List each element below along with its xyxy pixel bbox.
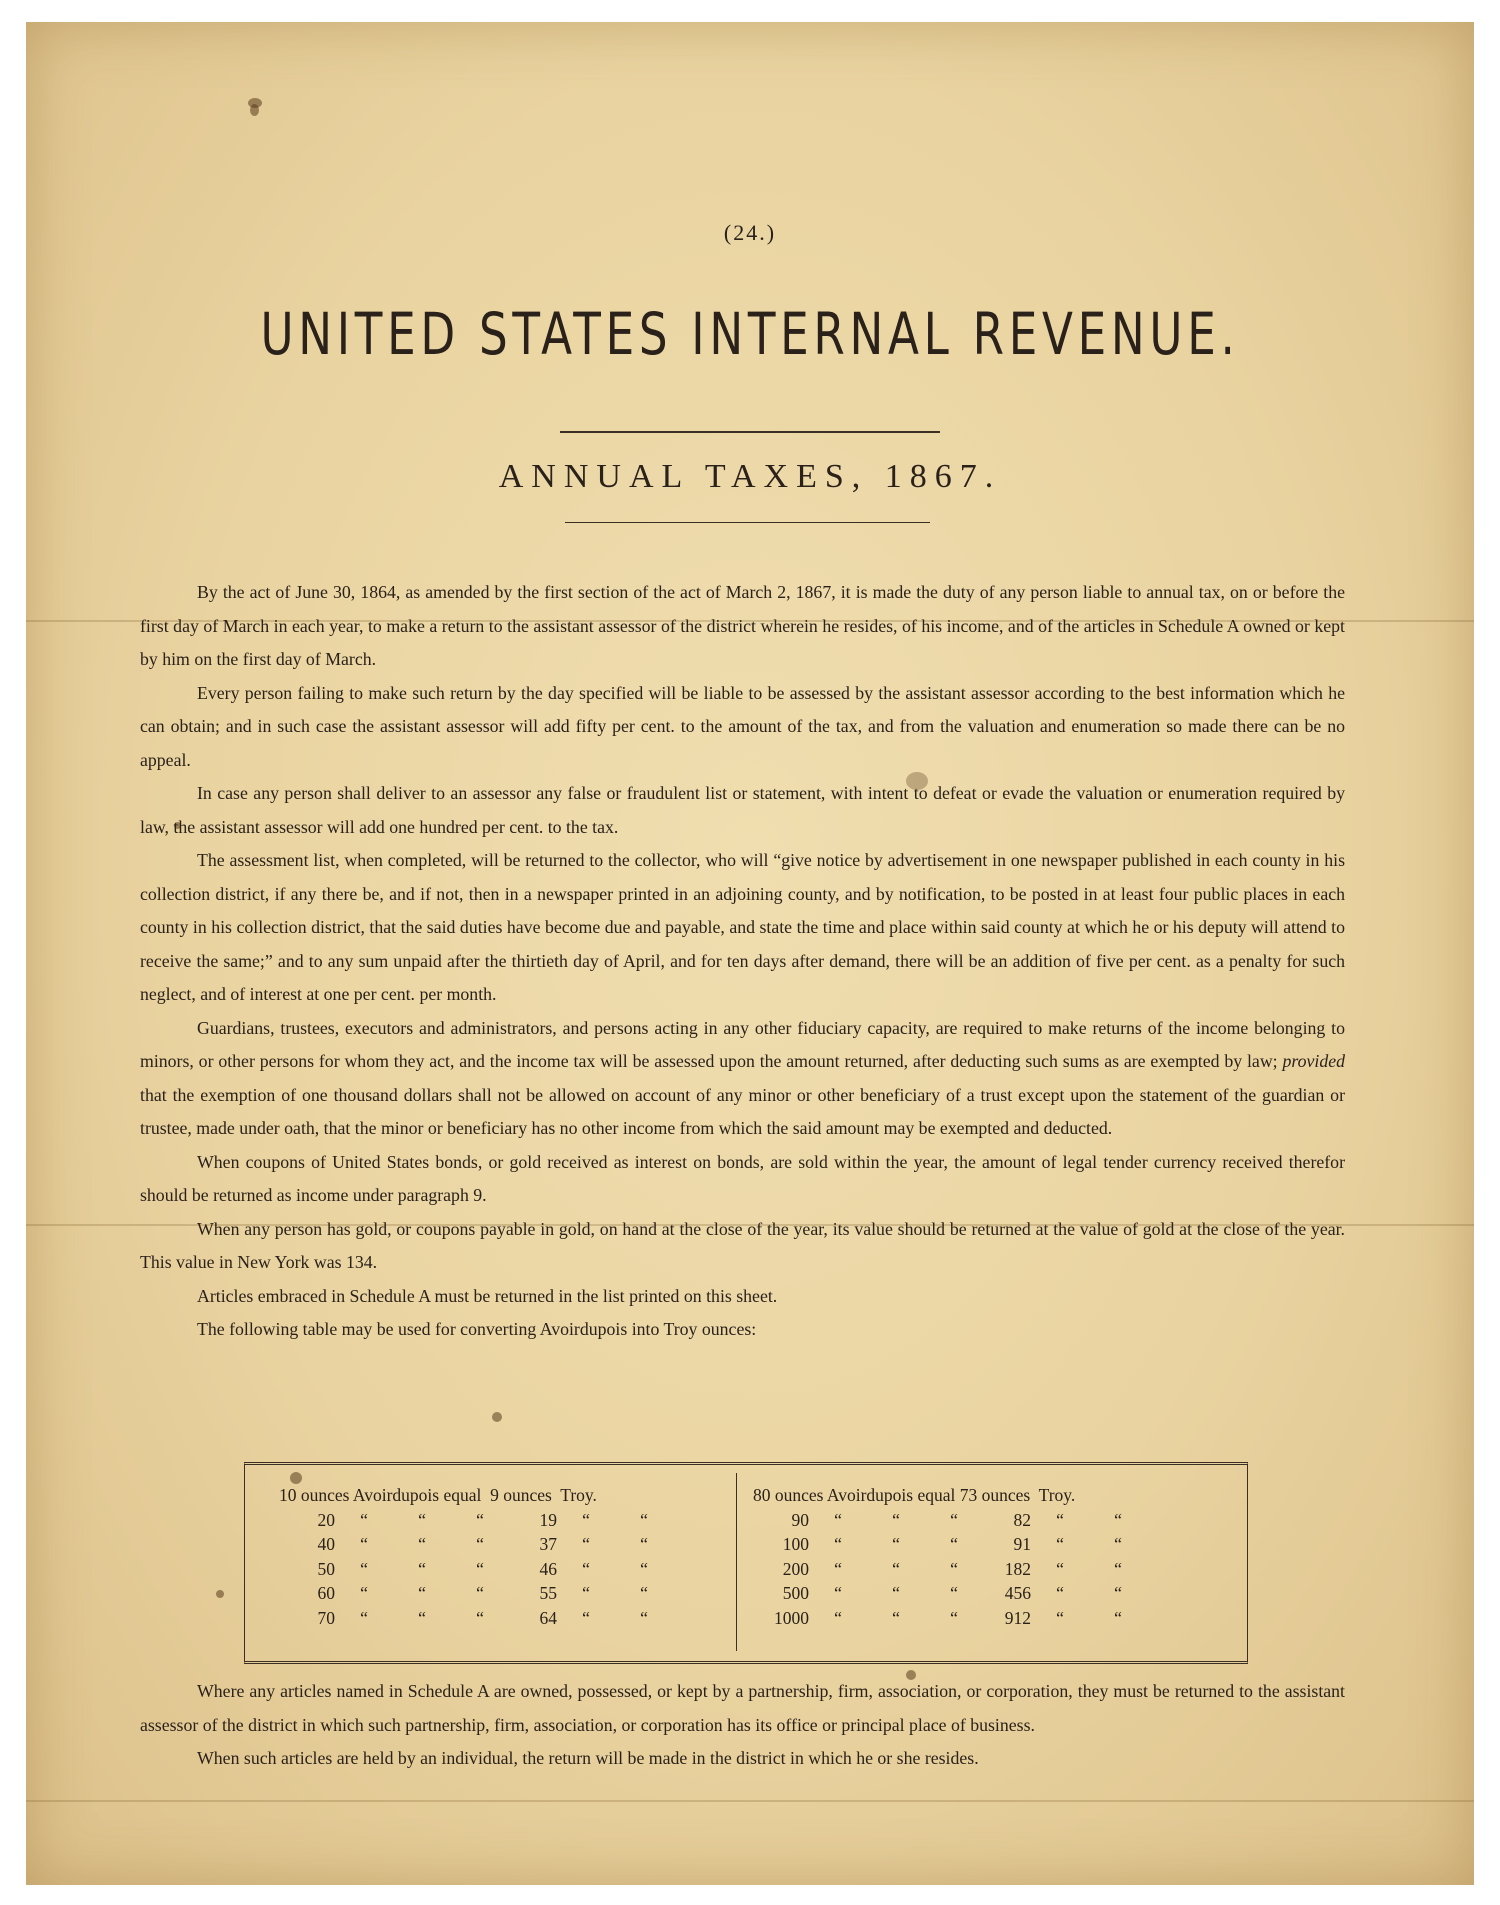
table-row (279, 1606, 673, 1631)
table-row (753, 1557, 1147, 1582)
table-right-column (753, 1483, 1147, 1630)
ditto-mark: “ (640, 1583, 648, 1603)
ditto-mark: “ (418, 1607, 426, 1628)
subtitle-rule (565, 522, 930, 523)
ditto-mark: “ (1056, 1534, 1064, 1554)
ditto-mark: “ (950, 1583, 958, 1603)
paragraph-assessment-list: The assessment list, when completed, will be returned to the collector, who will “give notice by advertisement in one newspaper published in each county in his collection district, if any there be, and if not, then in a newspaper printed in an adjoining county, and by notification, to be posted in at least four public places in each county in his collection district, that the said duties have become due and payable, and state the time and place within said county at which he or his deputy will attend to receive the same;” and to any sum unpaid after the thirtieth day of April, and for ten days after demand, there will be an addition of five per cent. as a penalty for such neglect, and of interest at one per cent. per month. (140, 850, 1345, 1004)
ditto-mark: “ (640, 1558, 648, 1579)
ditto-mark: “ (892, 1509, 900, 1530)
ditto-mark: “ (640, 1534, 648, 1554)
ditto-mark: “ (1114, 1607, 1122, 1628)
troy-value: 912 (1004, 1607, 1031, 1628)
paragraph-act-1864: By the act of June 30, 1864, as amended by the first section of the act of March 2, 1867, it is made the duty of any person liable to annual tax, on or before the first day of March in each year, to make a return to the assistant assessor of the district wherein he resides, of his income, and of the articles in Schedule A owned or kept by him on the first day of March. (140, 582, 1345, 669)
avoirdupois-value: 20 (317, 1509, 335, 1530)
ditto-mark: “ (582, 1558, 590, 1579)
ditto-mark: “ (582, 1534, 590, 1554)
guardians-text-italic: provided (1282, 1051, 1345, 1071)
ditto-mark: “ (476, 1534, 484, 1554)
ditto-mark: “ (418, 1509, 426, 1530)
table-row (753, 1606, 1147, 1631)
paragraph-table-intro: The following table may be used for converting Avoirdupois into Troy ounces: (197, 1319, 757, 1339)
troy-value: 19 (539, 1509, 557, 1530)
paragraph-partnership: Where any articles named in Schedule A are owned, possessed, or kept by a partnership, firm, association, or corporation, they must be returned to the assistant assessor of the district in which such partnership, firm, association, or corporation has its office or principal place of business. (140, 1681, 1345, 1735)
ditto-mark: “ (892, 1583, 900, 1603)
ditto-mark: “ (418, 1534, 426, 1554)
table-row (753, 1581, 1147, 1606)
ditto-mark: “ (582, 1583, 590, 1603)
ditto-mark: “ (892, 1558, 900, 1579)
ditto-mark: “ (950, 1558, 958, 1579)
troy-value: 182 (1004, 1558, 1031, 1579)
table-row (279, 1508, 673, 1533)
ditto-mark: “ (834, 1534, 842, 1554)
stain-spot (492, 1412, 502, 1422)
fold-crease (26, 1800, 1474, 1802)
ditto-mark: “ (360, 1558, 368, 1579)
ditto-mark: “ (834, 1583, 842, 1603)
ditto-mark: “ (582, 1607, 590, 1628)
ditto-mark: “ (1114, 1509, 1122, 1530)
paragraph-individual: When such articles are held by an individual, the return will be made in the district in which he or she resides. (197, 1748, 979, 1768)
ditto-mark: “ (1056, 1509, 1064, 1530)
ditto-mark: “ (892, 1607, 900, 1628)
ditto-mark: “ (834, 1509, 842, 1530)
table-row (753, 1508, 1147, 1533)
page-number: (24.) (723, 220, 777, 245)
avoirdupois-value: 200 (782, 1558, 809, 1579)
table-row (753, 1532, 1147, 1557)
lower-text (140, 1675, 1345, 1776)
ditto-mark: “ (1056, 1583, 1064, 1603)
stain-spot (216, 1590, 224, 1598)
ditto-mark: “ (1114, 1534, 1122, 1554)
ditto-mark: “ (476, 1558, 484, 1579)
page-subtitle: ANNUAL TAXES, 1867. (498, 458, 1002, 495)
table-divider (736, 1473, 737, 1651)
avoirdupois-value: 1000 (774, 1607, 809, 1628)
paragraph-coupons: When coupons of United States bonds, or gold received as interest on bonds, are sold within the year, the amount of legal tender currency received therefor should be returned as income under paragraph 9. (140, 1151, 1345, 1205)
avoirdupois-value: 70 (317, 1607, 335, 1628)
table-row (279, 1581, 673, 1606)
ditto-mark: “ (950, 1607, 958, 1628)
stain-spot (248, 98, 262, 108)
ditto-mark: “ (950, 1509, 958, 1530)
ditto-mark: “ (834, 1558, 842, 1579)
avoirdupois-value: 60 (317, 1583, 335, 1603)
avoirdupois-value: 40 (317, 1534, 335, 1554)
ditto-mark: “ (360, 1509, 368, 1530)
title-rule (560, 431, 940, 433)
table-left-column (279, 1483, 673, 1630)
troy-value: 82 (1013, 1509, 1031, 1530)
conversion-table (244, 1462, 1248, 1664)
troy-value: 91 (1013, 1534, 1031, 1554)
paragraph-failing-return: Every person failing to make such return by the day specified will be liable to be assessed by the assistant assessor according to the best information which he can obtain; and in such case the assistant assessor will add fifty per cent. to the amount of the tax, and from the valuation and enumeration so made there can be no appeal. (140, 682, 1345, 770)
page-title: UNITED STATES INTERNAL REVENUE. (260, 300, 1240, 368)
table-right-header: 80 ounces Avoirdupois equal 73 ounces Troy. (753, 1485, 1076, 1505)
troy-value: 37 (539, 1534, 557, 1554)
paragraph-schedule-a: Articles embraced in Schedule A must be returned in the list printed on this sheet. (197, 1285, 778, 1306)
table-left-header: 10 ounces Avoirdupois equal 9 ounces Troy. (279, 1485, 597, 1505)
troy-value: 55 (539, 1583, 557, 1603)
guardians-text-after: that the exemption of one thousand dollars shall not be allowed on account of any minor or other beneficiary of a trust except upon the statement of the guardian or trustee, made under oath, that the minor or beneficiary has no other income from which the said amount may be exempted and deducted. (140, 1084, 1345, 1138)
guardians-text-before: Guardians, trustees, executors and administrators, and persons acting in any other fiduciary capacity, are required to make returns of the income belonging to minors, or other persons for whom they act, and the income tax will be assessed upon the amount returned, after deducting such sums as are exempted by law; (140, 1017, 1345, 1071)
ditto-mark: “ (476, 1583, 484, 1603)
troy-value: 456 (1004, 1583, 1031, 1603)
ditto-mark: “ (582, 1509, 590, 1530)
avoirdupois-value: 50 (317, 1558, 335, 1579)
ditto-mark: “ (1114, 1558, 1122, 1579)
paragraph-false-list: In case any person shall deliver to an assessor any false or fraudulent list or statement, with intent to defeat or evade the valuation or enumeration required by law, the assistant assessor will add one hundred per cent. to the tax. (140, 783, 1345, 837)
ditto-mark: “ (1056, 1558, 1064, 1579)
ditto-mark: “ (418, 1583, 426, 1603)
ditto-mark: “ (1056, 1607, 1064, 1628)
ditto-mark: “ (476, 1509, 484, 1530)
troy-value: 46 (539, 1558, 557, 1579)
ditto-mark: “ (640, 1509, 648, 1530)
paragraph-gold-value: When any person has gold, or coupons payable in gold, on hand at the close of the year, its value should be returned at the value of gold at the close of the year. This value in New York was 134. (140, 1218, 1345, 1272)
paragraph-guardians (140, 1012, 1345, 1146)
avoirdupois-value: 100 (782, 1534, 809, 1554)
ditto-mark: “ (640, 1607, 648, 1628)
ditto-mark: “ (360, 1583, 368, 1603)
ditto-mark: “ (418, 1558, 426, 1579)
ditto-mark: “ (360, 1534, 368, 1554)
ditto-mark: “ (476, 1607, 484, 1628)
avoirdupois-value: 500 (782, 1583, 809, 1603)
body-text (140, 576, 1345, 1347)
ditto-mark: “ (360, 1607, 368, 1628)
avoirdupois-value: 90 (791, 1509, 809, 1530)
table-row (279, 1557, 673, 1582)
ditto-mark: “ (892, 1534, 900, 1554)
ditto-mark: “ (1114, 1583, 1122, 1603)
ditto-mark: “ (834, 1607, 842, 1628)
table-row (279, 1532, 673, 1557)
ditto-mark: “ (950, 1534, 958, 1554)
troy-value: 64 (539, 1607, 557, 1628)
